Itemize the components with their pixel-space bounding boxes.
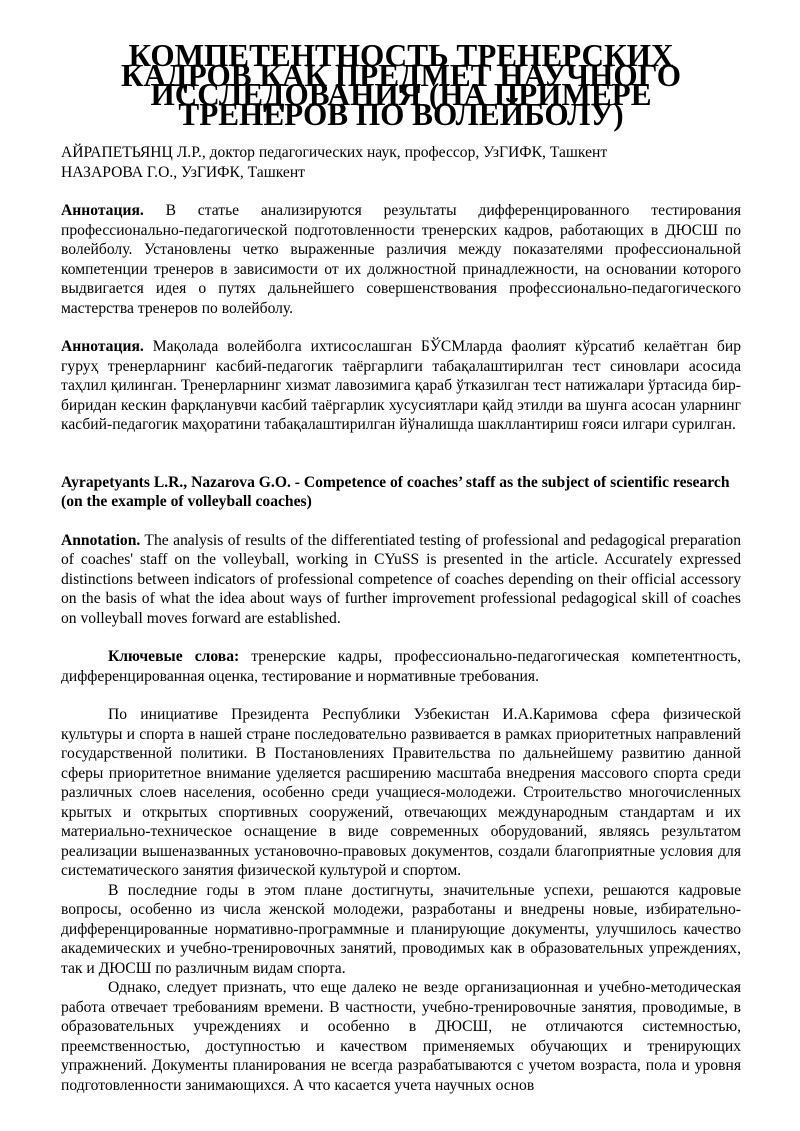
annotation-text: Мақолада волейболга ихтисослашган БЎСМларда фаолият кўрсатиб келаётган бир гуруҳ тренерларнинг касбий-педагогик таёргарлиги табақалаштирилган тест синовлари асосида таҳлил қилинган. Тренерларнинг хизмат лавозимига қараб ўтказилган тест натижалари ўртасида бир-биридан кескин фарқланувчи касбий таёргарлик хусусиятлари қайд этилди ва шунга асосан уларнинг касбий-педагогик маҳоратини табақалаштирилган йўналишда шакллантириш ғояси илгари сурилган. — [61, 338, 741, 433]
annotation-label: Annotation. — [61, 531, 141, 549]
keywords-label: Ключевые слова: — [108, 648, 240, 665]
keywords-text: тренерские кадры, профессионально-педагогическая компетентность, дифференцированная оценка, тестирование и нормативные требования. — [61, 648, 742, 685]
body-paragraph: В последние годы в этом плане достигнуты, значительные успехи, решаются кадровые вопросы, особенно из числа женской молодежи, разработаны и внедрены новые, избирательно-дифференцированные нормативно-программные и планирующие документы, улучшилось качество академических и учебно-тренировочных занятий, проводимых как в образовательных упреждениях, так и ДЮСШ по различным видам спорта. — [61, 881, 741, 977]
paper-title: КОМПЕТЕНТНОСТЬ ТРЕНЕРСКИХ КАДРОВ КАК ПРЕДМЕТ НАУЧНОГО ИССЛЕДОВАНИЯ (НА ПРИМЕРЕ ТРЕНЕРОВ ПО ВОЛЕЙБОЛУ) — [121, 38, 681, 132]
annotation-uzbek — [61, 337, 741, 435]
keywords — [61, 647, 741, 686]
body-paragraph: Однако, следует признать, что еще далеко не везде организационная и учебно-методическая работа отвечает требованиям времени. В частности, учебно-тренировочные занятия, проводимые, в образовательных учреждениях и особенно в ДЮСШ, не отличаются системностью, преемственностью, доступностью и качеством применяемых обучающих и тренирующих упражнений. Документы планирования не всегда разрабатываются с учетом возраста, пола и уровня подготовленности занимающихся. А что касается учета научных основ — [61, 979, 741, 1094]
author-list — [61, 143, 741, 182]
annotation-text: The analysis of results of the differentiated testing of professional and pedagogical preparation of coaches' staff on the volleyball, working in CYuSS is presented in the article. Accurately expressed distinctions between indicators of professional competence of coaches depending on their official accessory on the basis of what the idea about ways of further improvement professional pedagogical skill of coaches on volleyball moves forward are established. — [61, 531, 741, 627]
annotation-text: В статье анализируются результаты дифференцированного тестирования профессионально-педагогической подготовленности тренерских кадров, работающих в ДЮСШ по волейболу. Установлены четко выраженные различия между показателями профессиональной компетенции тренеров в зависимости от их должностной принадлежности, на основании которого выдвигается идея о путях дальнейшего совершенствования профессионально-педагогического мастерства тренеров по волейболу. — [61, 202, 741, 317]
english-title: Ayrapetyants L.R., Nazarova G.O. - Competence of coaches’ staff as the subject of scientific research (on the example of volleyball coaches) — [61, 473, 730, 510]
annotation-russian — [61, 201, 741, 318]
body-paragraph: По инициативе Президента Республики Узбекистан И.А.Каримова сфера физической культуры и спорта в нашей стране последовательно развивается в рамках приоритетных направлений государственной политики. В Постановлениях Правительства по дальнейшему развитию данной сферы приоритетное внимание уделяется расширению масштаба внедрения массового спорта среди различных слоев населения, особенно среди учащиеся-молодежи. Строительство многочисленных крытых и открытых спортивных сооружений, отвечающих международным стандартам и их материально-техническое оснащение в виде современных оборудований, являясь результатом реализации вышеназванных установочно-правовых документов, создали благоприятные условия для систематического занятия физической культурой и спортом. — [61, 706, 741, 879]
annotation-english — [61, 531, 741, 629]
annotation-label: Аннотация. — [61, 338, 144, 355]
author-line: АЙРАПЕТЬЯНЦ Л.Р., доктор педагогических наук, профессор, УзГИФК, Ташкент — [61, 144, 608, 161]
author-line: НАЗАРОВА Г.О., УзГИФК, Ташкент — [61, 163, 305, 181]
annotation-label: Аннотация. — [61, 202, 144, 219]
